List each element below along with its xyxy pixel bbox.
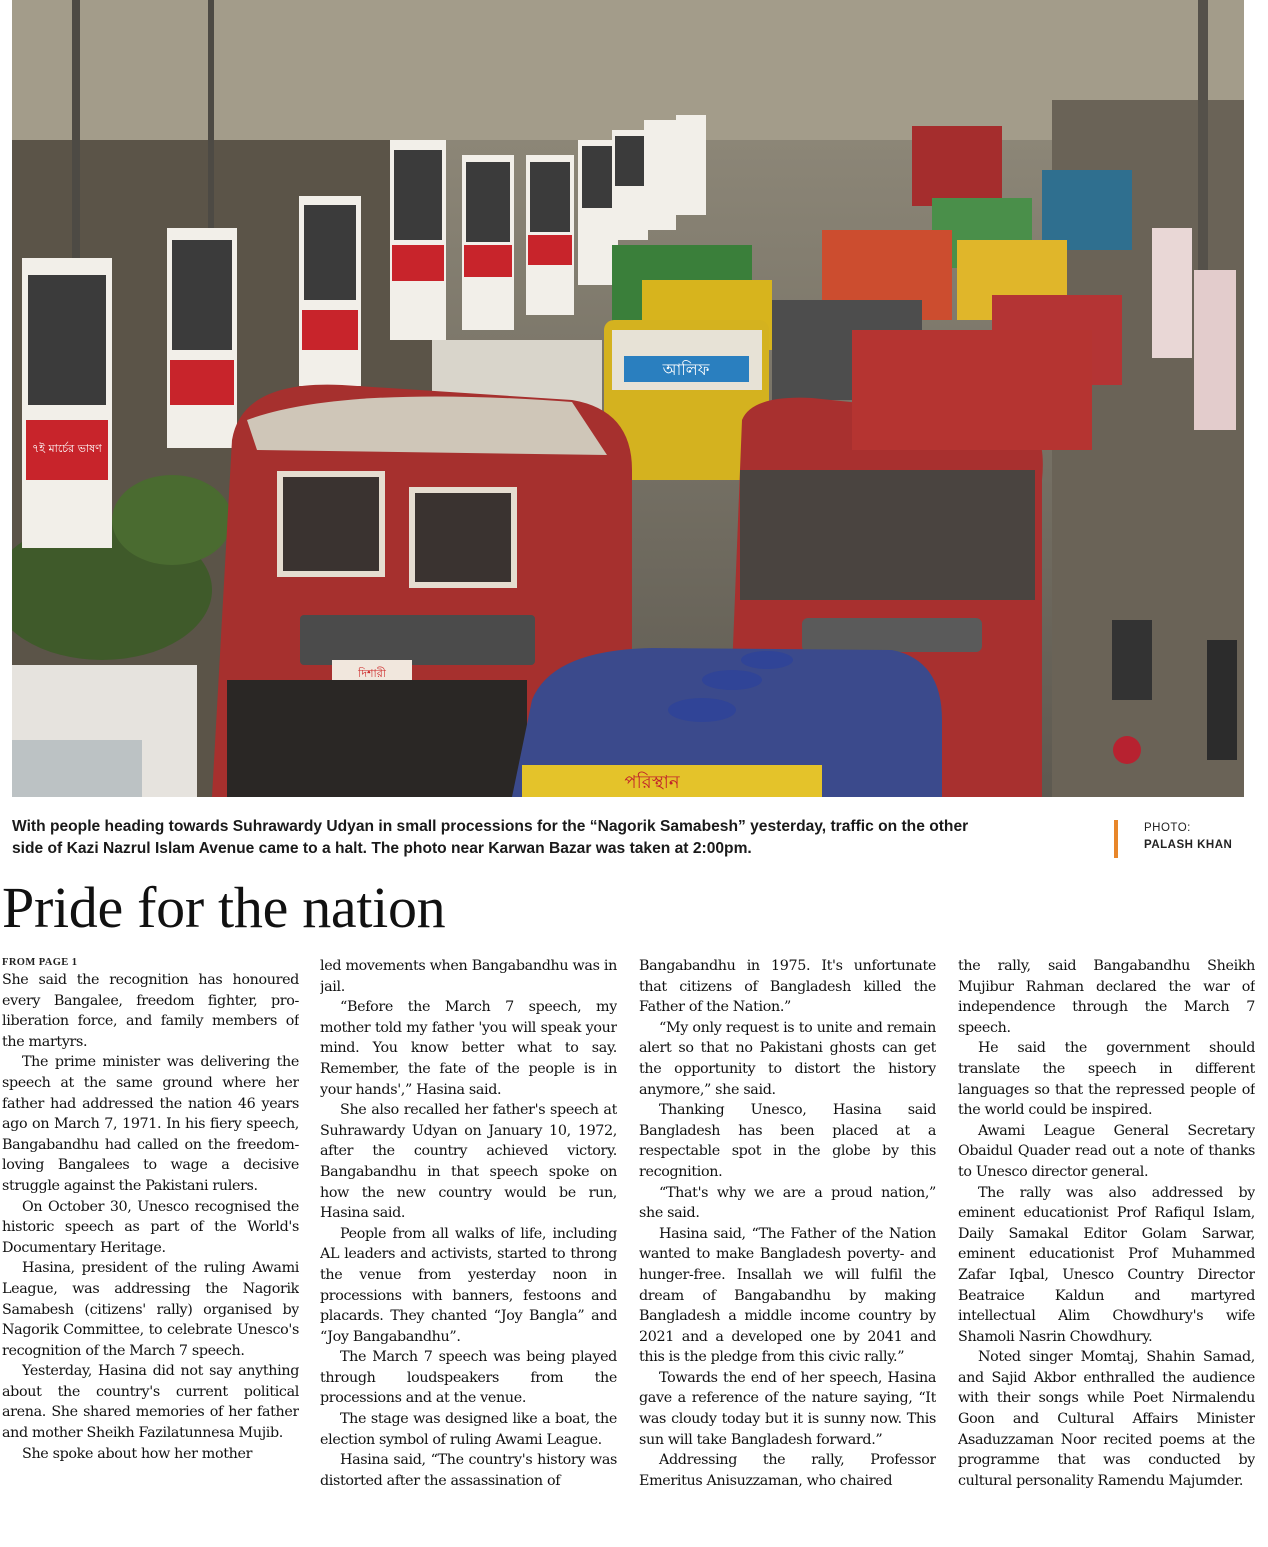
article-column-4 — [958, 956, 1255, 1541]
paragraph: Awami League General Secretary Obaidul Quader read out a note of thanks to Unesco director general. — [958, 1122, 1255, 1180]
paragraph: Bangabandhu in 1975. It's unfortunate that citizens of Bangladesh killed the Father of the Nation.” — [639, 958, 936, 1016]
bus-sign-alif: আলিফ — [662, 360, 710, 379]
paragraph: He said the government should translate the speech in different languages so that the repressed people of the world could be inspired. — [958, 1040, 1255, 1119]
paragraph: “Before the March 7 speech, my mother told my father 'you will speak your mind. You know better what to say. Remember, the fate of the people is in your hands',” Hasina said. — [320, 999, 617, 1098]
paragraph: The March 7 speech was being played through loudspeakers from the processions and at the venue. — [320, 1349, 617, 1407]
paragraph: She spoke about how her mother — [22, 1445, 253, 1462]
paragraph: Hasina, president of the ruling Awami League, was addressing the Nagorik Samabesh (citizens' rally) organised by Nagorik Committee, to celebrate Unesco's recognition of the March 7 speech. — [2, 1260, 299, 1359]
paragraph: The stage was designed like a boat, the election symbol of ruling Awami League. — [320, 1411, 617, 1448]
paragraph: Hasina said, “The Father of the Nation wanted to make Bangladesh poverty- and hunger-free. Insallah we will fulfil the dream of Bangabandhu by making Bangladesh a middle income country by 2021 and a developed one by 2041 and this is the pledge from this civic rally.” — [639, 1225, 936, 1366]
paragraph: the rally, said Bangabandhu Sheikh Mujibur Rahman declared the war of independence through the March 7 speech. — [958, 958, 1255, 1036]
paragraph: Addressing the rally, Professor Emeritus Anisuzzaman, who chaired — [639, 1452, 936, 1489]
banner-6 — [526, 155, 574, 315]
article-column-2 — [320, 956, 617, 1541]
paragraph: Hasina said, “The country's history was distorted after the assassination of — [320, 1452, 617, 1489]
paragraph: “That's why we are a proud nation,” she said. — [639, 1184, 936, 1222]
banner-9 — [644, 115, 706, 230]
bus-sign-dishari: দিশারী — [358, 667, 386, 680]
paragraph: The rally was also addressed by eminent educationist Prof Rafiqul Islam, Daily Samakal Editor Golam Sarwar, eminent educationist Prof Muhammed Zafar Iqbal, Unesco Country Director Beatraice Kaldun and martyred intellectual Alim Chowdhury's wife Shamoli Nasrin Chowdhury. — [958, 1184, 1255, 1345]
bus-sign-paristhan: পরিস্থান — [624, 772, 680, 793]
photo-caption: With people heading towards Suhrawardy Udyan in small processions for the “Nagorik Samabesh” yesterday, traffic on the other side of Kazi Nazrul Islam Avenue came to a halt. The photo near Karwan Bazar was taken at 2:00pm. — [12, 818, 969, 857]
article-headline: Pride for the nation — [2, 875, 446, 940]
credit-name: PALASH KHAN — [1144, 839, 1233, 851]
bus-blue-front — [512, 648, 942, 797]
paragraph: Thanking Unesco, Hasina said Bangladesh has been placed at a respectable spot in the globe by this recognition. — [639, 1102, 936, 1180]
photo-credit — [1114, 820, 1232, 858]
paragraph: She said the recognition has honoured every Bangalee, freedom fighter, pro-liberation force, and family members of the martyrs. — [2, 972, 299, 1050]
paragraph: The prime minister was delivering the speech at the same ground where her father had addressed the nation 46 years ago on March 7, 1971. In his fiery speech, Bangabandhu had called on the freedom-loving Bangalees to wage a decisive struggle against the Pakistani rulers. — [2, 1054, 299, 1194]
paragraph: On October 30, Unesco recognised the historic speech as part of the World's Documentary Heritage. — [2, 1198, 299, 1256]
banner-5 — [462, 155, 514, 330]
news-photo — [12, 0, 1244, 797]
article-column-1 — [2, 956, 299, 1541]
paragraph: “My only request is to unite and remain alert so that no Pakistani ghosts can get the opportunity to distort the history anymore,” she said. — [639, 1019, 936, 1098]
kicker: FROM PAGE 1 — [2, 957, 78, 968]
paragraph: Noted singer Momtaj, Shahin Samad, and Sajid Akbor enthralled the audience with their songs while Poet Nirmalendu Goon and Cultural Affairs Minister Asaduzzaman Noor recited poems at the programme that was conducted by cultural personality Ramendu Majumder. — [958, 1349, 1255, 1489]
paragraph: led movements when Bangabandhu was in jail. — [320, 958, 617, 995]
article-column-3 — [639, 956, 936, 1541]
paragraph: Yesterday, Hasina did not say anything about the country's current political arena. She shared memories of her father and mother Sheikh Fazilatunnesa Mujib. — [2, 1363, 299, 1442]
paragraph: People from all walks of life, including AL leaders and activists, started to throng the venue from yesterday noon in processions with banners, festoons and placards. They chanted “Joy Bangla” and “Joy Bangabandhu”. — [320, 1225, 617, 1345]
banner-text: ৭ই মার্চের ভাষণ — [32, 442, 102, 455]
banner-4 — [390, 140, 446, 340]
banner-2 — [167, 228, 237, 448]
photo-illustration — [12, 0, 1244, 797]
paragraph: Towards the end of her speech, Hasina gave a reference of the nature saying, “It was cloudy today but it is sunny now. This sun will take Bangladesh forward.” — [639, 1369, 936, 1448]
banner-1 — [22, 258, 112, 548]
banner-3 — [299, 196, 361, 386]
banner-8 — [612, 130, 648, 240]
credit-label: PHOTO: — [1144, 822, 1191, 834]
paragraph: She also recalled her father's speech at Suhrawardy Udyan on January 10, 1972, after the country achieved victory. Bangabandhu in that speech spoke on how the new country would be run, Hasina said. — [320, 1102, 617, 1222]
